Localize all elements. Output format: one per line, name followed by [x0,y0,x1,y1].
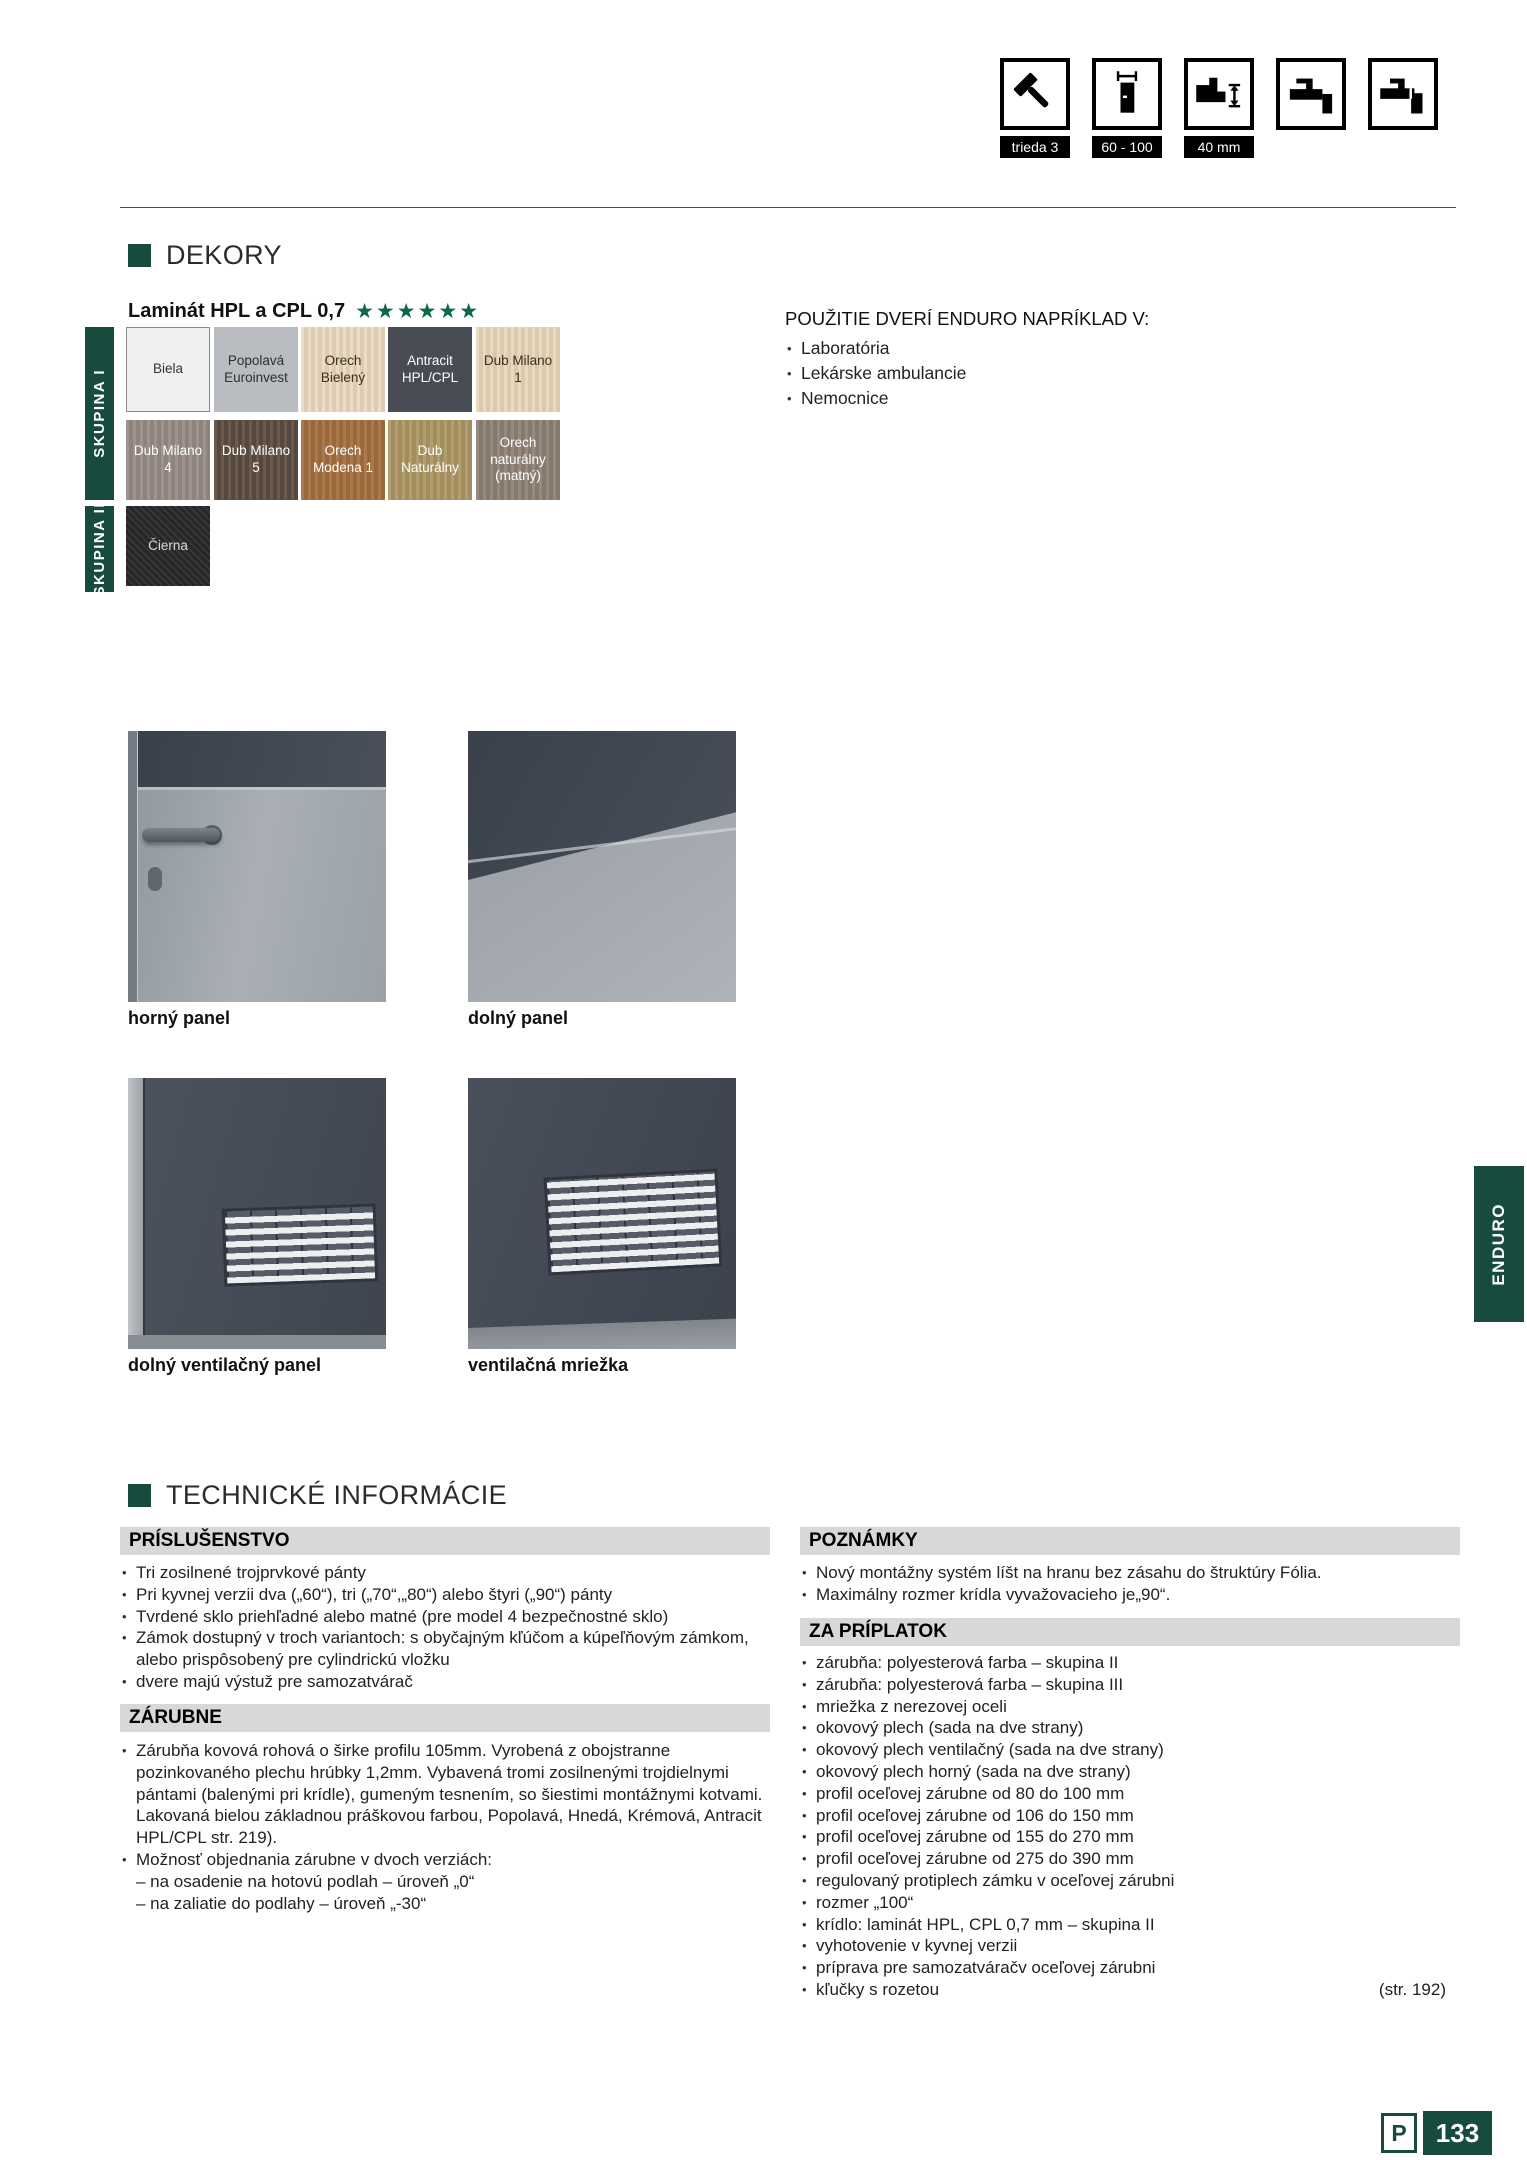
usage-item: • Laboratória [785,336,1149,361]
divider-line [120,207,1456,208]
list-item-text: kľučky s rozetou [816,1979,940,1999]
list-item: • Zámok dostupný v troch variantoch: s obyčajným kľúčom a kúpeľňovým zámkom, alebo prispôsobený pre cylindrickú vložku [120,1627,772,1671]
door-top-rail [128,731,386,787]
panel-highlight [128,787,386,790]
group1-label: SKUPINA I [91,369,108,458]
list-item: • okovový plech horný (sada na dve strany) [800,1761,1460,1783]
door-handle [142,828,220,842]
list-item: • mriežka z nerezovej oceli [800,1696,1460,1718]
list-item: • Pri kyvnej verzii dva („60“), tri („70“,„80“) alebo štyri („90“) pánty [120,1584,772,1606]
door-edge [128,731,138,1002]
icon-label-40mm: 40 mm [1184,136,1254,158]
list-item: • okovový plech ventilačný (sada na dve strany) [800,1739,1460,1761]
list-item: • zárubňa: polyesterová farba – skupina II [800,1652,1460,1674]
photo-ventilacna-mriezka [468,1078,736,1349]
list-item: • profil oceľovej zárubne od 155 do 270 mm [800,1826,1460,1848]
list-item: • vyhotovenie v kyvnej verzii [800,1935,1460,1957]
list-subitem: – na zaliatie do podlahy – úroveň „-30“ [136,1893,427,1913]
frame-profile-a-icon [1285,67,1337,121]
dekory-heading [128,240,282,271]
photo-horny-panel [128,731,386,1002]
brand-logo-letter: P [1391,2119,1407,2146]
usage-item: • Lekárske ambulancie [785,361,1149,386]
zarubne-header [120,1704,770,1732]
page-ref: (str. 192) [1378,1979,1446,1999]
prislusenstvo-list [120,1562,772,1693]
poznamky-title: POZNÁMKY [809,1530,918,1551]
photo-label-horny-panel: horný panel [128,1008,231,1028]
door-edge [128,1078,145,1349]
swatch-orech-modena-1 [301,420,385,500]
list-item: • Tvrdené sklo priehľadné alebo matné (pre model 4 bezpečnostné sklo) [120,1606,772,1628]
frame-profile-b-icon [1377,67,1429,121]
list-item: • rozmer „100“ [800,1892,1460,1914]
photo-label-dolny-panel: dolný panel [468,1008,569,1028]
prislusenstvo-header [120,1527,770,1555]
usage-heading: POUŽITIE DVERÍ ENDURO NAPRÍKLAD V: [785,308,1150,329]
list-item: • Zárubňa kovová rohová o širke profilu 105mm. Vyrobená z obojstranne pozinkovaného plechu hrúbky 1,2mm. Vybavená tromi zosilnenými trojdielnymi pántami (balenými pri krídle), gumeným tesnením, so šiestimi montážnymi kotvami. Lakovaná bielou základnou práškovou farbou, Popolavá, Hnedá, Krémová, Antracit HPL/CPL str. 219). [120,1740,772,1849]
swatch-cierna [126,506,210,586]
lock-cylinder [148,867,162,891]
swatch-label: Orech naturálny (matný) [490,434,546,484]
usage-item: • Nemocnice [785,386,1149,411]
swatch-label: Dub Milano 4 [133,443,203,475]
swatch-label: Dub Naturálny [401,443,459,475]
zarubne-list [120,1740,772,1914]
swatch-biela [126,327,210,412]
zarubne-title: ZÁRUBNE [129,1707,222,1728]
swatch-label: Čierna [148,537,188,553]
swatch-label: Biela [152,361,184,377]
photo-dolny-panel [468,731,736,1002]
green-square-icon [128,244,151,267]
photo-dolny-ventilacny-panel [128,1078,386,1349]
poznamky-list [800,1562,1460,1606]
icon-label-trieda: trieda 3 [1000,136,1070,158]
enduro-tab-label: ENDURO [1489,1202,1508,1286]
hammer-icon [1009,67,1061,121]
swatch-dub-milano-4 [126,420,210,500]
list-item: • krídlo: laminát HPL, CPL 0,7 mm – skupina II [800,1914,1460,1936]
page-number-value: 133 [1435,2117,1480,2148]
frame-profile-a-box [1276,58,1346,130]
list-item: • Nový montážny systém líšt na hranu bez zásahu do štruktúry Fólia. [800,1562,1460,1584]
photo-label-mriezka: ventilačná mriežka [468,1355,629,1375]
class-rating-box [1000,58,1070,130]
swatch-label: Dub Milano 1 [483,352,553,385]
za-priplatok-list [800,1652,1460,2001]
list-item: • profil oceľovej zárubne od 275 do 390 mm [800,1848,1460,1870]
floor-strip [128,1335,386,1349]
list-item: • Tri zosilnené trojprvkové pánty [120,1562,772,1584]
swatch-label: Orech Modena 1 [312,443,374,475]
swatch-label: Popolavá Euroinvest [224,352,288,385]
material-label: Laminát HPL a CPL 0,7 [128,300,346,322]
usage-list [785,336,1149,411]
prislusenstvo-title: PRÍSLUŠENSTVO [129,1530,290,1551]
tech-title: TECHNICKÉ INFORMÁCIE [166,1480,508,1510]
swatch-antracit [388,327,472,412]
frame-profile-b-box [1368,58,1438,130]
swatch-label: Orech Bielený [320,352,366,385]
door-width-box [1092,58,1162,130]
list-item: • okovový plech (sada na dve strany) [800,1717,1460,1739]
upper-dark-panel [468,731,736,1002]
tech-heading [128,1480,507,1511]
poznamky-header [800,1527,1460,1555]
group-bar-skupina-2 [85,501,114,597]
green-square-icon [128,1484,151,1507]
list-item: • profil oceľovej zárubne od 80 do 100 mm [800,1783,1460,1805]
swatch-orech-bieleny [301,327,385,412]
enduro-side-tab [1474,1166,1524,1322]
vent-grille [222,1203,379,1286]
photo-label-dolny-ventilacny: dolný ventilačný panel [128,1355,322,1375]
rating-stars-icon: ★★★★★★ [355,300,481,323]
swatch-label: Dub Milano 5 [221,443,291,475]
group2-label: SKUPINA II [91,501,108,597]
floor-strip [468,1318,736,1349]
swatch-dub-naturalny [388,420,472,500]
vent-grille [544,1169,723,1276]
door-width-icon [1101,67,1153,121]
threshold-height-icon [1193,67,1245,121]
page-number [1423,2111,1492,2155]
dekory-title: DEKORY [166,240,282,270]
group-bar-skupina-1 [85,327,114,500]
swatch-label: Antracit HPL/CPL [401,352,459,385]
list-item: • regulovaný protiplech zámku v oceľovej zárubni [800,1870,1460,1892]
za-priplatok-header [800,1618,1460,1646]
threshold-height-box [1184,58,1254,130]
swatch-orech-naturalny [476,420,560,500]
swatch-popolava [214,327,298,412]
list-item: • dvere majú výstuž pre samozatvárač [120,1671,772,1693]
brand-logo [1381,2113,1417,2153]
usage-block [785,308,1149,411]
list-item: • zárubňa: polyesterová farba – skupina III [800,1674,1460,1696]
icon-label-width: 60 - 100 [1092,136,1162,158]
list-item: • príprava pre samozatváračv oceľovej zárubni [800,1957,1460,1979]
list-item [800,1979,1460,2001]
material-line [128,300,480,323]
list-item: • profil oceľovej zárubne od 106 do 150 mm [800,1805,1460,1827]
list-subitem: – na osadenie na hotovú podlah – úroveň „0“ [136,1871,475,1891]
list-item: • Maximálny rozmer krídla vyvažovacieho je„90“. [800,1584,1460,1606]
swatch-dub-milano-1 [476,327,560,412]
list-item: • Možnosť objednania zárubne v dvoch verziách: [120,1849,772,1871]
za-priplatok-title: ZA PRÍPLATOK [809,1621,947,1642]
swatch-dub-milano-5 [214,420,298,500]
